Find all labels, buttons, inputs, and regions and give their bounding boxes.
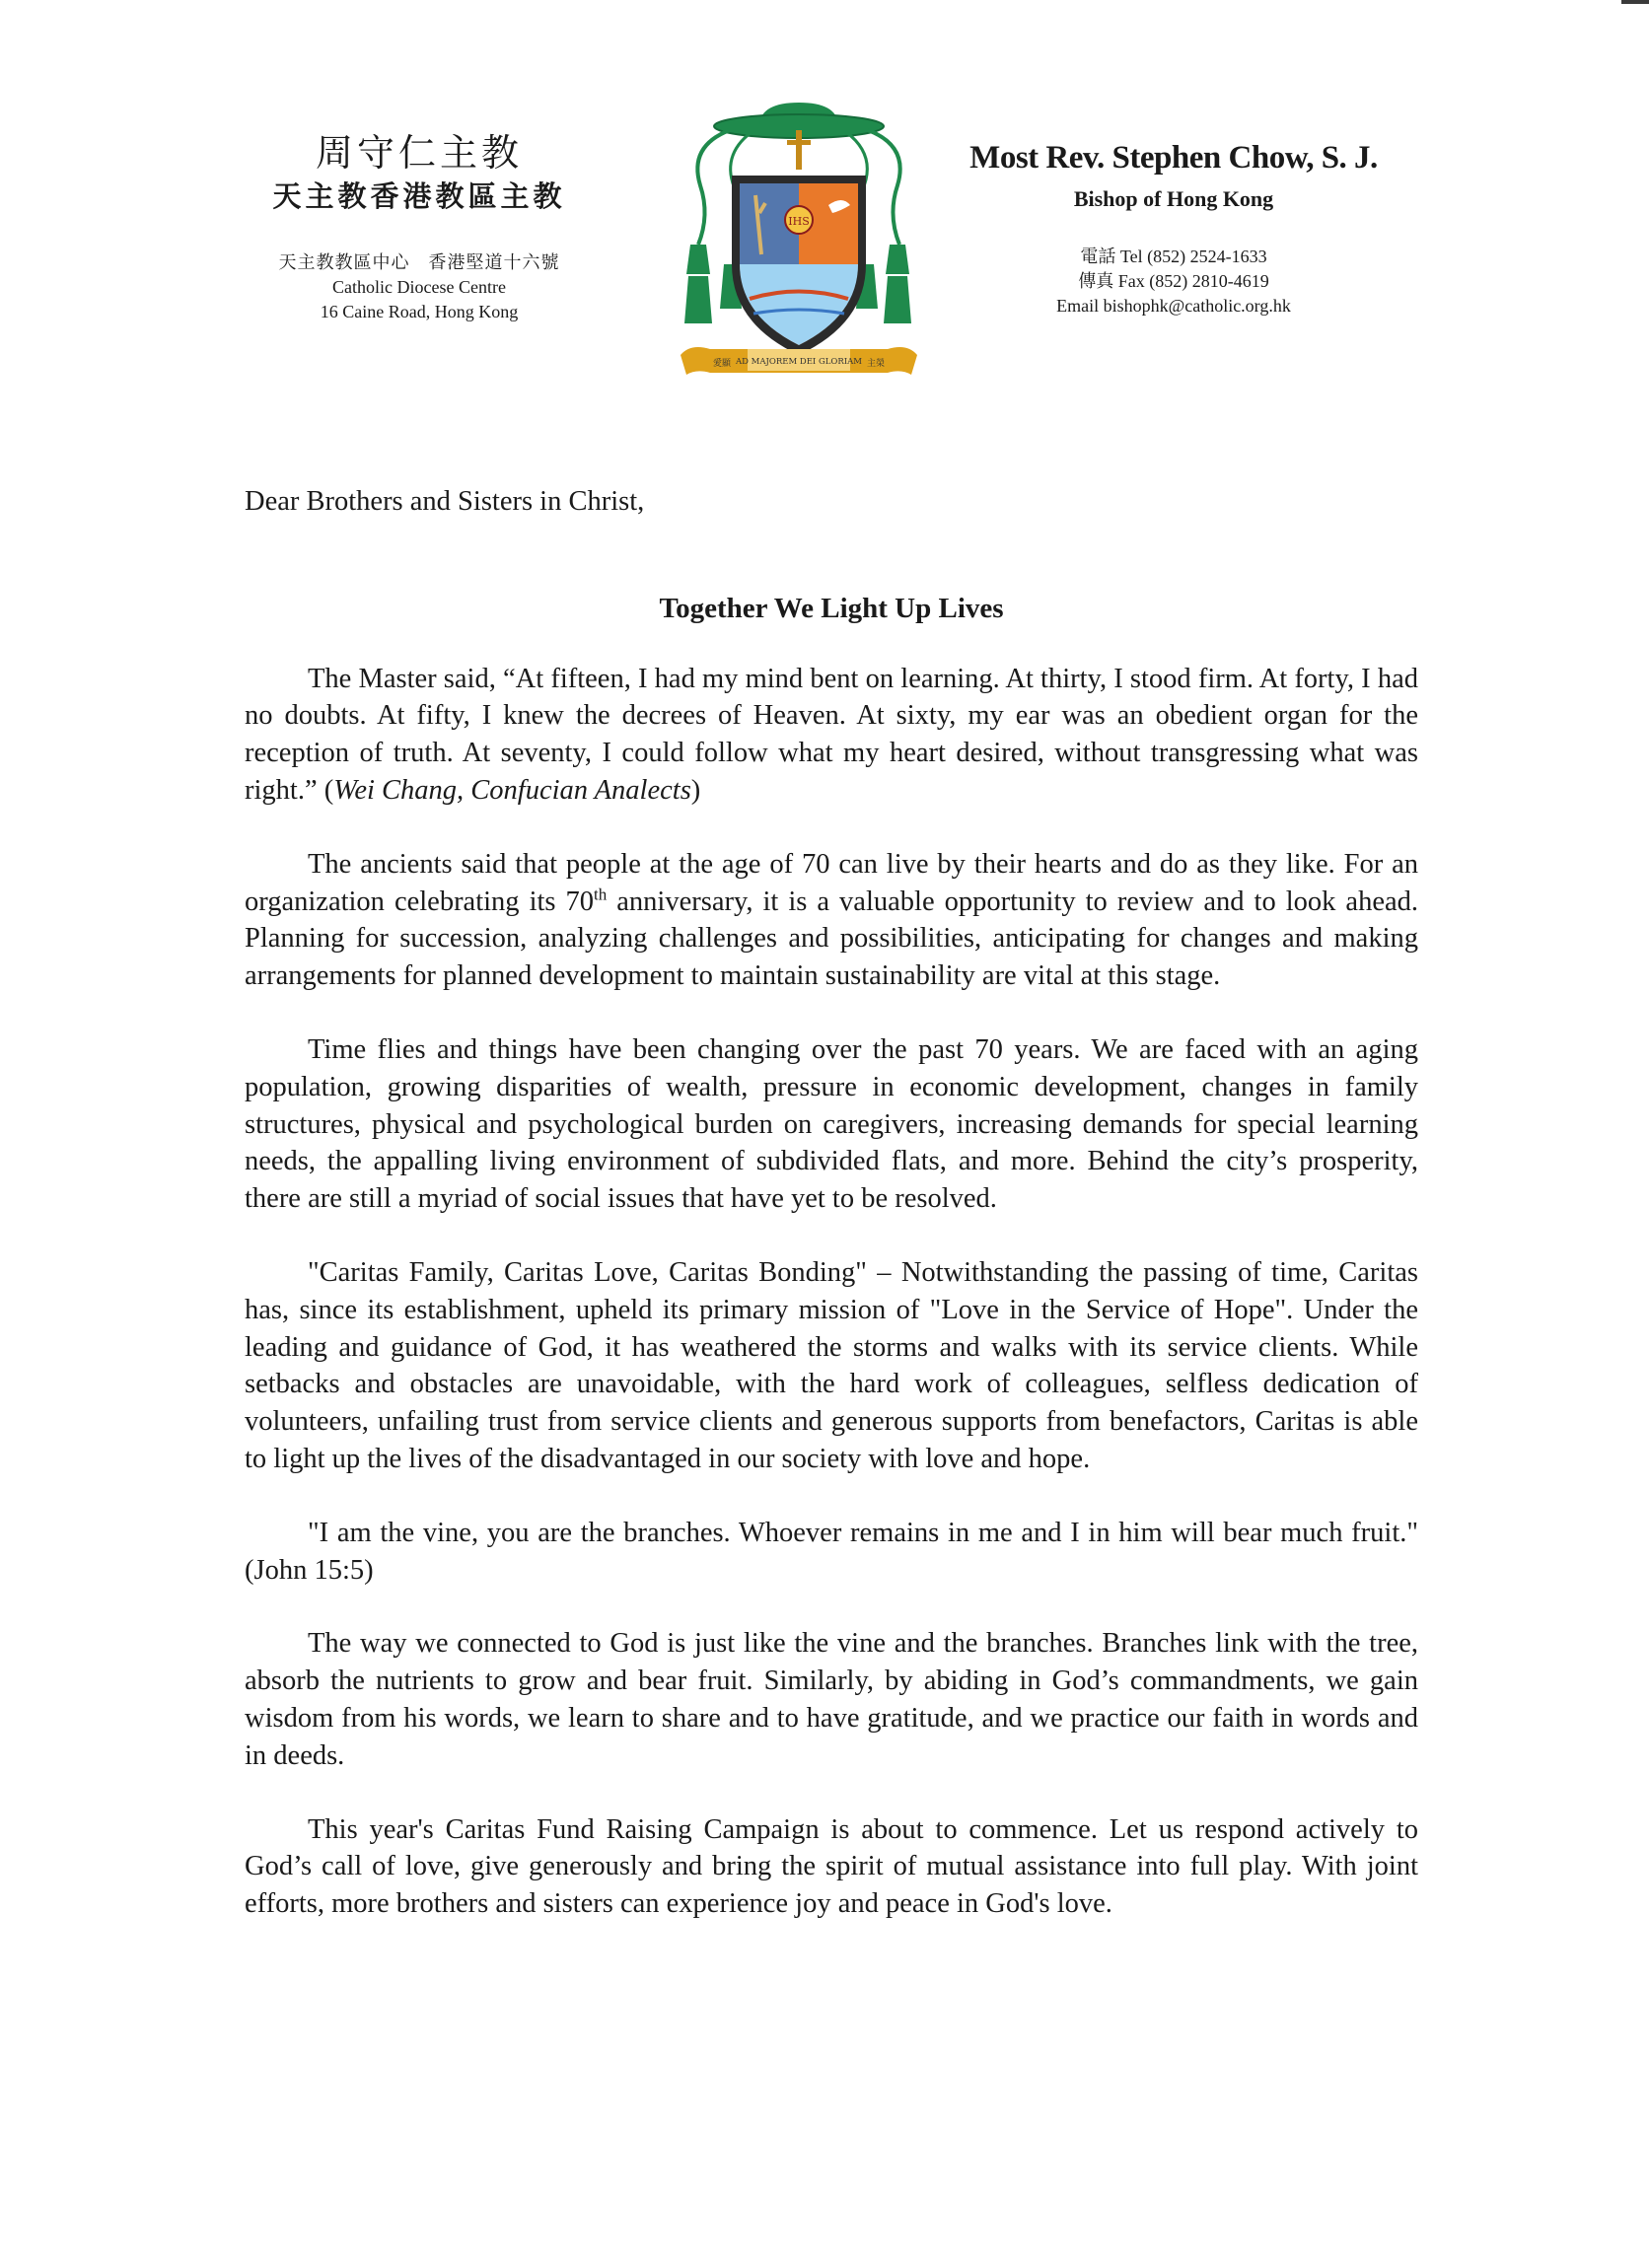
paragraph-4: "Caritas Family, Caritas Love, Caritas Bonding" – Notwithstanding the passing of time, Caritas has, since its establishment, upheld its primary mission of "Love in the Service of Hope". Under the leading and guidance of God, it has weathered the storms and walks with its service clients. While setbacks and obstacles are unavoidable, with the hard work of colleagues, selfless dedication of volunteers, unfailing trust from service clients and generous supports from benefactors, Caritas is able to light up the lives of the disadvantaged in our society with love and hope. xyxy=(245,1256,1418,1474)
letter-heading: Together We Light Up Lives xyxy=(659,592,1004,624)
paragraph-1-citation: Wei Chang, Confucian Analects xyxy=(333,774,691,806)
scan-edge-mark xyxy=(1621,0,1649,4)
chinese-address: 天主教教區中心 香港堅道十六號 xyxy=(278,252,560,272)
motto-left-tag: 愛顯 xyxy=(712,359,732,369)
chinese-name: 周守仁主教 xyxy=(315,133,523,175)
motto-text: AD MAJOREM DEI GLORIAM xyxy=(736,357,862,367)
letterhead-right xyxy=(947,136,1400,319)
paragraph-7: This year's Caritas Fund Raising Campaign is about to commence. Let us respond actively to God’s call of love, give generously and bring the spirit of mutual assistance into full play. With joint efforts, more brothers and sisters can experience joy and peace in God's love. xyxy=(245,1813,1418,1920)
paragraph-5: "I am the vine, you are the branches. Whoever remains in me and I in him will bear much fruit." (John 15:5) xyxy=(245,1517,1418,1586)
paragraph-1-text: The Master said, “At fifteen, I had my mind bent on learning. At thirty, I stood firm. At forty, I had no doubts. At fifty, I knew the decrees of Heaven. At sixty, my ear was an obedient organ for the reception of truth. At seventy, I could follow what my heart desired, without transgressing what was right.” ( xyxy=(245,663,1418,806)
bishop-title: Bishop of Hong Kong xyxy=(1073,186,1274,211)
paragraph-3: Time flies and things have been changing over the past 70 years. We are faced with an aging population, growing disparities of wealth, pressure in economic development, changes in family structures, physical and psychological burden on caregivers, increasing demands for special learning needs, the appalling living environment of subdivided flats, and more. Behind the city’s prosperity, there are still a myriad of social issues that have yet to be resolved. xyxy=(245,1033,1418,1215)
fax-line: 傳真 Fax (852) 2810-4619 xyxy=(1078,271,1269,291)
paragraph-2-text-a: The ancients said that people at the age of 70 can live by their hearts and do as they like. For an organization celebrating its 70 xyxy=(245,848,1418,917)
paragraph-1-close: ) xyxy=(690,774,701,806)
salutation: Dear Brothers and Sisters in Christ, xyxy=(245,486,645,517)
paragraph-2-text-b: anniversary, it is a valuable opportunity to review and to look ahead. Planning for succession, analyzing challenges and possibilities, anticipating for changes and making arrangements for planned development to maintain sustainability are vital at this stage. xyxy=(245,886,1418,992)
paragraph-1 xyxy=(245,661,1418,810)
contact-block xyxy=(947,245,1400,319)
address-block xyxy=(247,250,592,324)
address-line-2: 16 Caine Road, Hong Kong xyxy=(320,302,519,321)
bishop-name: Most Rev. Stephen Chow, S. J. xyxy=(969,140,1378,176)
motto-right-tag: 主榮 xyxy=(866,359,886,369)
chinese-title: 天主教香港教區主教 xyxy=(272,181,566,213)
coat-of-arms-emblem xyxy=(671,97,927,392)
address-line-1: Catholic Diocese Centre xyxy=(332,277,506,297)
ihs-monogram: IHS xyxy=(788,215,810,228)
paragraph-6: The way we connected to God is just like the vine and the branches. Branches link with the tree, absorb the nutrients to grow and bear fruit. Similarly, by abiding in God’s commandments, we gain wisdom from his words, we learn to share and to have gratitude, and we practice our faith in words and in deeds. xyxy=(245,1628,1418,1771)
letterhead-left xyxy=(247,130,592,324)
letter-body xyxy=(245,483,1418,1959)
tel-line: 電話 Tel (852) 2524-1633 xyxy=(1080,247,1267,266)
email-line: Email bishophk@catholic.org.hk xyxy=(1056,296,1291,316)
paragraph-2 xyxy=(245,846,1418,995)
ordinal-suffix: th xyxy=(594,885,608,904)
